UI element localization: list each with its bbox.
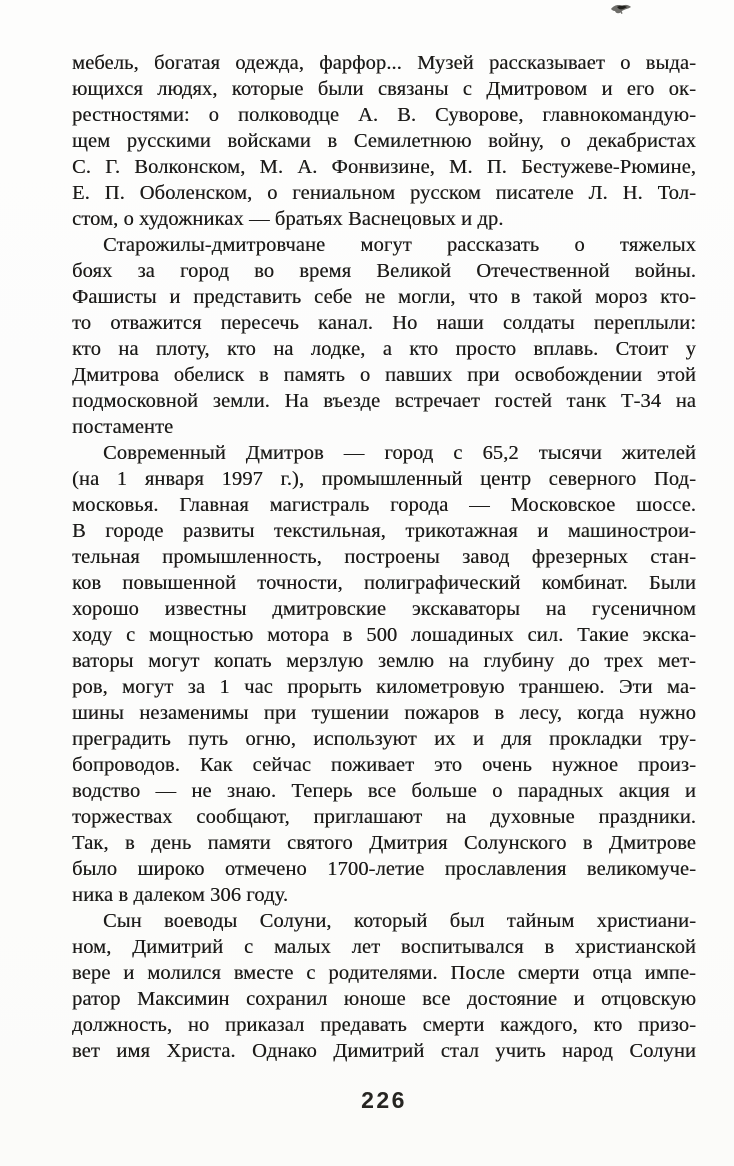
text-line: вет имя Христа. Однако Димитрий стал учить народ Солуни [72,1040,696,1062]
page-number: 226 [361,1087,407,1113]
text-line: было широко отмечено 1700-летие прославления великомуче- [72,858,696,880]
text-line: Фашисты и представить себе не могли, что в такой мороз кто- [72,286,696,308]
text-line: Современный Дмитров — город с 65,2 тысячи жителей [103,442,696,464]
text-line: ходу с мощностью мотора в 500 лошадиных сил. Такие экска- [72,624,696,646]
text-line: (на 1 января 1997 г.), промышленный центр северного Под- [72,468,696,490]
text-line: Дмитрова обелиск в память о павших при освобождении этой [72,364,696,386]
text-line: ника в далеком 306 году. [72,884,289,906]
text-line: боях за город во время Великой Отечественной войны. [72,260,696,282]
text-line: московья. Главная магистраль города — Московское шоссе. [72,494,696,516]
text-line: ющихся людях, которые были связаны с Дмитровом и его ок- [72,78,696,100]
text-line: щем русскими войсками в Семилетнюю войну, о декабристах [72,130,696,152]
text-line: ков повышенной точности, полиграфический комбинат. Были [72,572,696,594]
ink-smudge-icon [608,2,634,18]
text-line: мебель, богатая одежда, фарфор... Музей рассказывает о выда- [72,52,696,74]
text-line: подмосковной земли. На въезде встречает гостей танк Т-34 на [72,390,696,412]
text-line: кто на плоту, кто на лодке, а кто просто вплавь. Стоит у [72,338,696,360]
text-line: рестностями: о полководце А. В. Суворове, главнокомандую- [72,104,696,126]
text-line: тельная промышленность, построены завод фрезерных стан- [72,546,696,568]
text-line: ров, могут за 1 час прорыть километровую траншею. Эти ма- [72,676,696,698]
text-line: хорошо известны дмитровские экскаваторы на гусеничном [72,598,696,620]
text-line: Старожилы-дмитровчане могут рассказать о тяжелых [103,234,696,256]
text-line: стом, о художниках — братьях Васнецовых и др. [72,208,504,230]
text-line: С. Г. Волконском, М. А. Фонвизине, М. П. Бестужеве-Рюмине, [72,156,696,178]
text-line: торжествах сообщают, приглашают на духовные праздники. [72,806,696,828]
text-line: должность, но приказал предавать смерти каждого, кто призо- [72,1014,696,1036]
paragraph [72,440,696,908]
text-line: Сын воеводы Солуни, который был тайным христиани- [103,910,696,932]
text-line: бопроводов. Как сейчас поживает это очень нужное произ- [72,754,696,776]
text-line: постаменте [72,416,174,438]
text-line: то отважится пересечь канал. Но наши солдаты переплыли: [72,312,696,334]
text-line: ваторы могут копать мерзлую землю на глубину до трех мет- [72,650,696,672]
text-line: В городе развиты текстильная, трикотажная и машинострои- [72,520,696,542]
text-line: ном, Димитрий с малых лет воспитывался в христианской [72,936,696,958]
paragraph [72,908,696,1064]
text-line: шины незаменимы при тушении пожаров в лесу, когда нужно [72,702,696,724]
text-line: вере и молился вместе с родителями. После смерти отца импе- [72,962,696,984]
text-line: Е. П. Оболенском, о гениальном русском писателе Л. Н. Тол- [72,182,696,204]
text-line: водство — не знаю. Теперь все больше о парадных акция и [72,780,696,802]
paragraph [72,50,696,232]
text-line: преградить путь огню, используют их и для прокладки тру- [72,728,696,750]
text-line: ратор Максимин сохранил юноше все достояние и отцовскую [72,988,696,1010]
paragraph [72,232,696,440]
text-block [72,50,696,1064]
text-line: Так, в день памяти святого Дмитрия Солунского в Дмитрове [72,832,696,854]
